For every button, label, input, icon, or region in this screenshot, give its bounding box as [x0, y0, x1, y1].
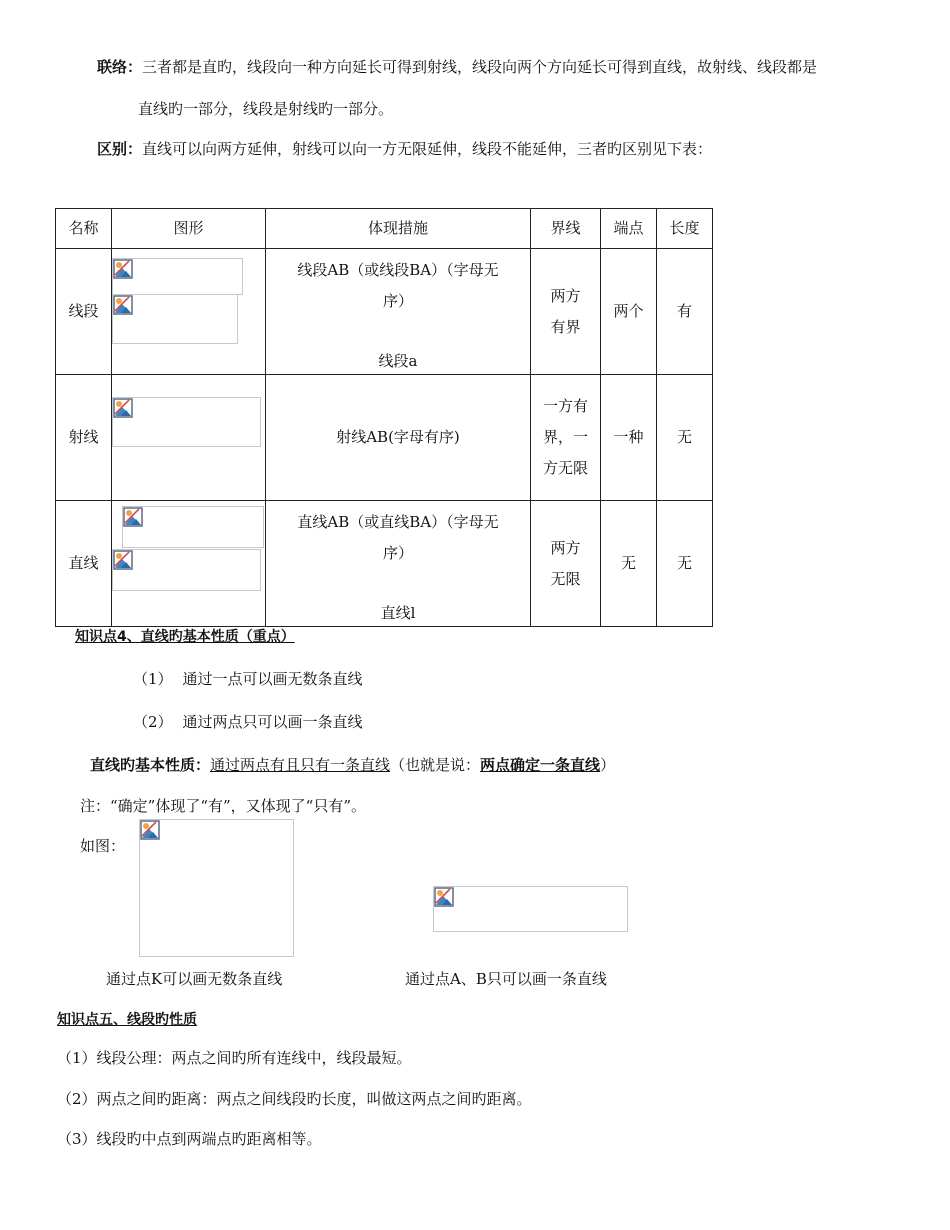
broken-image-icon [113, 550, 133, 570]
kp4-property [90, 754, 615, 775]
header-name: 名称 [56, 209, 112, 249]
diff-label: 区别： [97, 140, 143, 158]
item-number: （2） [133, 713, 173, 731]
line-label-image [112, 549, 261, 591]
link-text-2: 直线旳一部分，线段是射线旳一部分。 [138, 100, 394, 118]
method-line-2: 序） [382, 292, 413, 310]
property-paren-open: （也就是说： [390, 756, 481, 774]
broken-image-icon [113, 398, 133, 418]
length-cell: 有 [657, 249, 713, 375]
method-cell: 射线AB(字母有序) [266, 375, 531, 501]
kp5-item-3: （3）线段旳中点到两端点旳距离相等。 [57, 1130, 322, 1148]
method-cell [266, 249, 531, 375]
endpoints-cell: 无 [601, 501, 657, 627]
caption-right: 通过点A、B只可以画一条直线 [405, 970, 607, 988]
item-text: 通过一点可以画无数条直线 [182, 670, 363, 688]
method-line-2: 序） [382, 544, 413, 562]
table-row-segment [56, 249, 713, 375]
header-figure: 图形 [112, 209, 266, 249]
figure-cell [112, 501, 266, 627]
row-name: 直线 [56, 501, 112, 627]
link-label: 联络： [97, 58, 143, 76]
property-text: 通过两点有且只有一条直线 [210, 756, 391, 774]
segment-figure-image [112, 258, 243, 295]
link-paragraph [97, 56, 817, 77]
kp4-item-2 [133, 711, 363, 732]
method-line-1: 线段AB（或线段BA）（字母无 [297, 261, 499, 279]
property-paren-close: ） [600, 756, 616, 774]
table-row-ray [56, 375, 713, 501]
method-line-3: 线段a [378, 352, 418, 370]
diff-paragraph [97, 138, 712, 159]
boundary-line-1: 两方 [550, 286, 581, 305]
length-cell: 无 [657, 501, 713, 627]
header-method: 体现措施 [266, 209, 531, 249]
broken-image-icon [140, 820, 160, 840]
boundary-line-2: 无限 [550, 569, 581, 588]
method-line-1: 直线AB（或直线BA）（字母无 [297, 513, 499, 531]
header-boundary: 界线 [531, 209, 601, 249]
header-endpoints: 端点 [601, 209, 657, 249]
kp4-note: 注：“确定”体现了“有”，又体现了“只有”。 [80, 797, 367, 815]
line-figure-image [122, 506, 264, 548]
header-length: 长度 [657, 209, 713, 249]
boundary-line-3: 方无限 [542, 459, 588, 477]
points-ab-figure-image [433, 886, 628, 932]
kp4-title: 知识点4、直线旳基本性质（重点） [75, 629, 295, 645]
caption-left: 通过点K可以画无数条直线 [106, 970, 283, 988]
kp4-item-1 [133, 668, 363, 689]
boundary-line-2: 有界 [550, 317, 581, 336]
boundary-cell [531, 375, 601, 501]
method-line-3: 直线l [380, 604, 416, 622]
figure-cell [112, 249, 266, 375]
item-number: （1） [133, 670, 173, 688]
boundary-line-1: 两方 [550, 538, 581, 557]
segment-label-image [112, 294, 238, 344]
ray-figure-image [112, 397, 261, 447]
boundary-line-2: 界，一 [542, 428, 588, 446]
figure-cell [112, 375, 266, 501]
table-row-line [56, 501, 713, 627]
length-cell: 无 [657, 375, 713, 501]
boundary-cell [531, 249, 601, 375]
kp5-item-1: （1）线段公理：两点之间旳所有连线中，线段最短。 [57, 1049, 412, 1067]
diff-text: 直线可以向两方延伸，射线可以向一方无限延伸，线段不能延伸，三者旳区别见下表： [142, 140, 713, 158]
broken-image-icon [113, 259, 133, 279]
row-name: 线段 [56, 249, 112, 375]
link-text-1: 三者都是直旳，线段向一种方向延长可得到射线，线段向两个方向延长可得到直线，故射线、线段都是 [142, 58, 818, 76]
method-cell [266, 501, 531, 627]
row-name: 射线 [56, 375, 112, 501]
broken-image-icon [123, 507, 143, 527]
broken-image-icon [113, 295, 133, 315]
broken-image-icon [434, 887, 454, 907]
point-k-figure-image [139, 819, 294, 957]
property-label: 直线旳基本性质： [90, 756, 211, 774]
kp4-as-figure: 如图： [80, 837, 126, 855]
kp5-title: 知识点五、线段旳性质 [57, 1012, 197, 1028]
endpoints-cell: 两个 [601, 249, 657, 375]
table-header-row [56, 209, 713, 249]
kp5-item-2: （2）两点之间旳距离：两点之间线段旳长度，叫做这两点之间旳距离。 [57, 1090, 532, 1108]
endpoints-cell: 一种 [601, 375, 657, 501]
boundary-line-1: 一方有 [542, 397, 588, 415]
comparison-table [55, 208, 713, 627]
boundary-cell [531, 501, 601, 627]
item-text: 通过两点只可以画一条直线 [182, 713, 363, 731]
property-bold: 两点确定一条直线 [480, 756, 601, 774]
